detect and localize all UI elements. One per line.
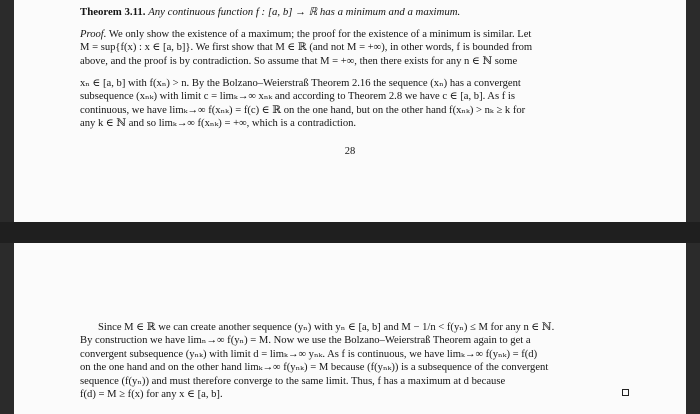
theorem-statement <box>80 6 635 19</box>
proof-line-4: xₙ ∈ [a, b] with f(xₙ) > n. By the Bolzano–Weierstraß Theorem 2.16 the sequence (xₙ) has a convergent <box>80 78 521 89</box>
page-number: 28 <box>344 146 356 157</box>
continuation-line-4: on the one hand and on the other hand limₖ→∞ f(yₙₖ) = M because (f(yₙₖ)) is a subsequence of the convergent <box>80 362 549 374</box>
page-gap <box>0 222 700 243</box>
proof-continuation <box>80 321 635 401</box>
continuation-line-3: convergent subsequence (yₙₖ) with limit d = limₖ→∞ yₙₖ. As f is continuous, we have limₖ→∞ f(yₙₖ) = f(d) <box>80 348 538 360</box>
document-page-bottom <box>14 243 686 414</box>
theorem-text: Any continuous function f : [a, b] → ℝ has a minimum and a maximum. <box>148 6 461 18</box>
proof-line-2: M = sup{f(x) : x ∈ [a, b]}. We first show that M ∈ ℝ (and not M = +∞), in other words, f is bounded from <box>80 42 533 54</box>
theorem-label: Theorem 3.11. <box>80 6 146 18</box>
proof-line-7: any k ∈ ℕ and so limₖ→∞ f(xₙₖ) = +∞, which is a contradiction. <box>80 118 357 130</box>
continuation-line-1: Since M ∈ ℝ we can create another sequence (yₙ) with yₙ ∈ [a, b] and M − 1/n < f(yₙ) ≤ M for any n ∈ ℕ. <box>98 322 555 333</box>
continuation-line-5: sequence (f(yₙ)) and must therefore converge to the same limit. Thus, f has a maximum at d because <box>80 375 506 387</box>
proof-label: Proof. <box>80 29 107 40</box>
proof-paragraph-continued <box>80 77 635 131</box>
proof-line-5: subsequence (xₙₖ) with limit c = limₖ→∞ xₙₖ and according to Theorem 2.8 we have c ∈ [a, b]. As f is <box>80 91 515 103</box>
proof-line-6: continuous, we have limₖ→∞ f(xₙₖ) = f(c) ∈ ℝ on the one hand, but on the other hand f(xₙₖ) > nₖ ≥ k for <box>80 104 526 116</box>
continuation-line-2: By construction we have limₙ→∞ f(yₙ) = M. Now we use the Bolzano–Weierstraß Theorem again to get a <box>80 335 531 347</box>
continuation-line-6: f(d) = M ≥ f(x) for any x ∈ [a, b]. <box>80 389 223 401</box>
proof-paragraph <box>80 28 635 68</box>
qed-box-icon <box>622 389 629 396</box>
proof-line-3: above, and the proof is by contradiction. So assume that M = +∞, then there exists for any n ∈ ℕ some <box>80 55 518 67</box>
proof-line-1: We only show the existence of a maximum; the proof for the existence of a minimum is similar. Let <box>108 29 532 40</box>
document-page-top <box>14 0 686 222</box>
